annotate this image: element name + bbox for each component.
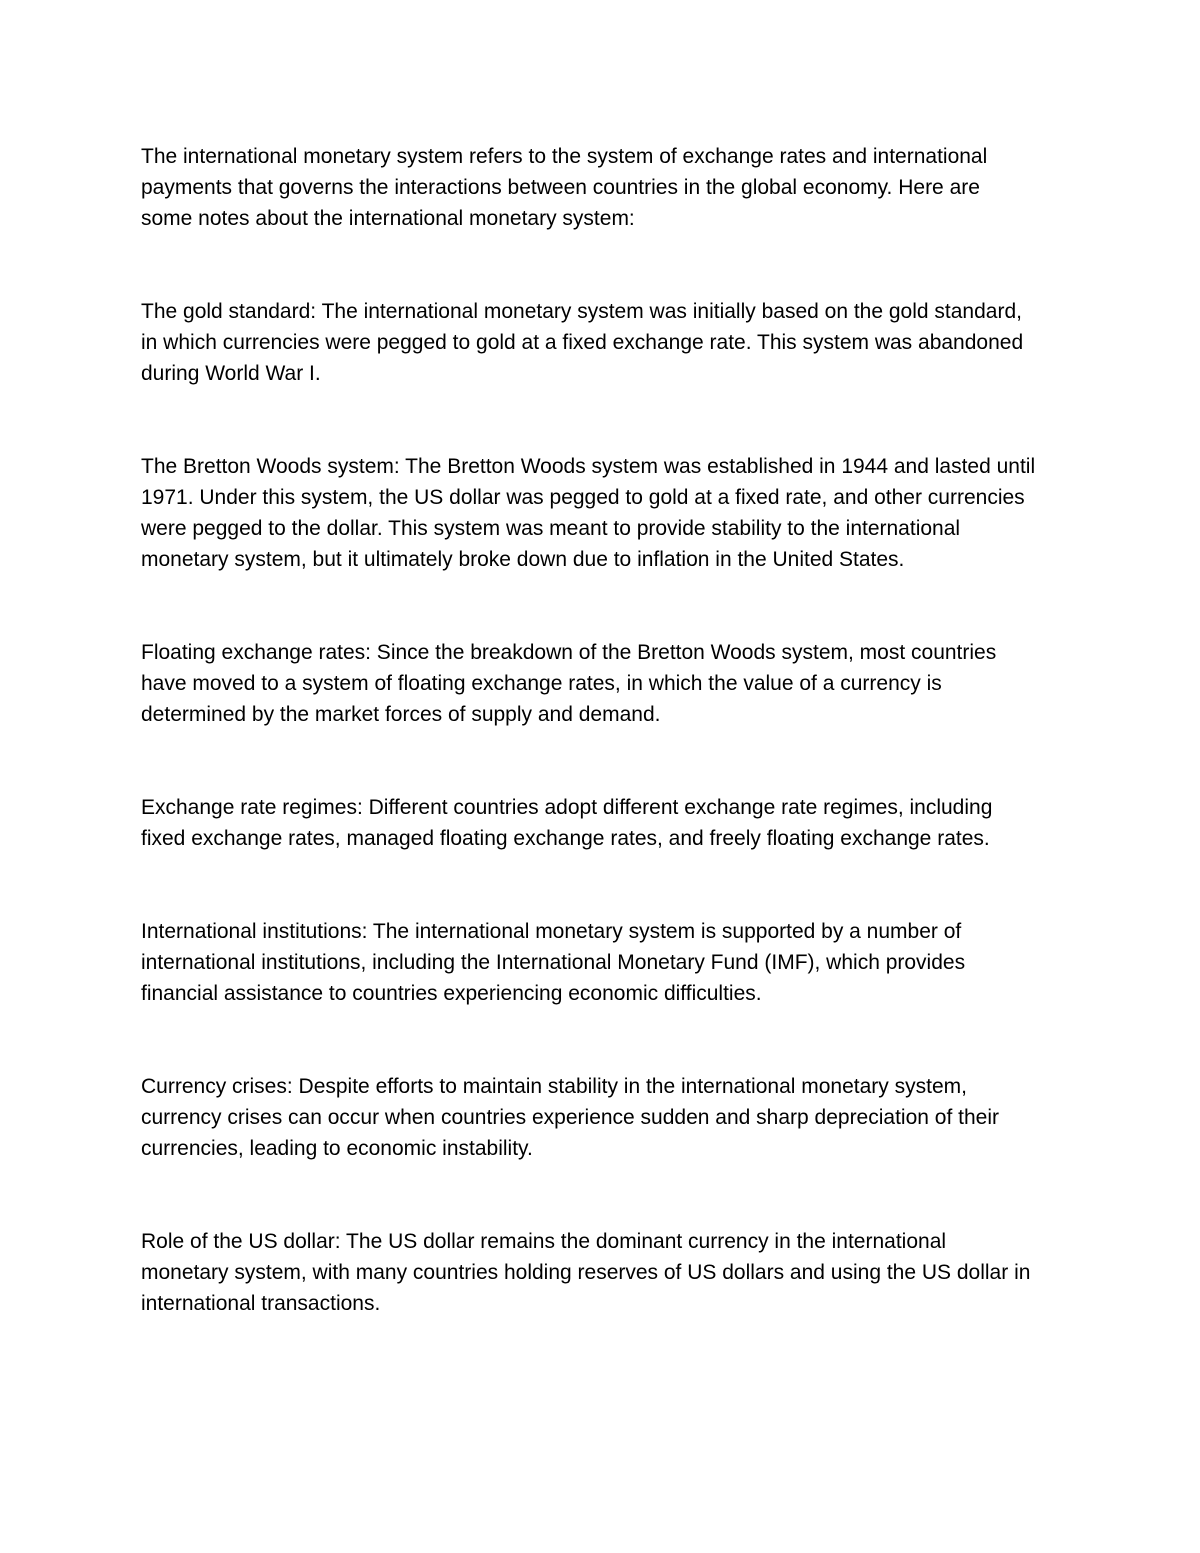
exchange-rate-regimes-paragraph: Exchange rate regimes: Different countries adopt different exchange rate regimes, including fixed exchange rates, managed floating exchange rates, and freely floating exchange rates. — [141, 796, 993, 850]
intro-paragraph: The international monetary system refers to the system of exchange rates and international payments that governs the interactions between countries in the global economy. Here are some notes about the international monetary system: — [141, 145, 988, 230]
document-body — [141, 141, 1061, 1381]
floating-exchange-rates-paragraph: Floating exchange rates: Since the breakdown of the Bretton Woods system, most countries have moved to a system of floating exchange rates, in which the value of a currency is determined by the market forces of supply and demand. — [141, 641, 997, 726]
currency-crises-paragraph: Currency crises: Despite efforts to maintain stability in the international monetary system, currency crises can occur when countries experience sudden and sharp depreciation of their currencies, leading to economic instability. — [141, 1075, 999, 1160]
bretton-woods-paragraph: The Bretton Woods system: The Bretton Woods system was established in 1944 and lasted until 1971. Under this system, the US dollar was pegged to gold at a fixed rate, and other currencies were pegged to the dollar. This system was meant to provide stability to the international monetary system, but it ultimately broke down due to inflation in the United States. — [141, 455, 1036, 571]
gold-standard-paragraph: The gold standard: The international monetary system was initially based on the gold standard, in which currencies were pegged to gold at a fixed exchange rate. This system was abandoned during World War I. — [141, 300, 1024, 385]
us-dollar-role-paragraph: Role of the US dollar: The US dollar remains the dominant currency in the international monetary system, with many countries holding reserves of US dollars and using the US dollar in international transactions. — [141, 1230, 1031, 1315]
international-institutions-paragraph: International institutions: The international monetary system is supported by a number of international institutions, including the International Monetary Fund (IMF), which provides financial assistance to countries experiencing economic difficulties. — [141, 920, 966, 1005]
